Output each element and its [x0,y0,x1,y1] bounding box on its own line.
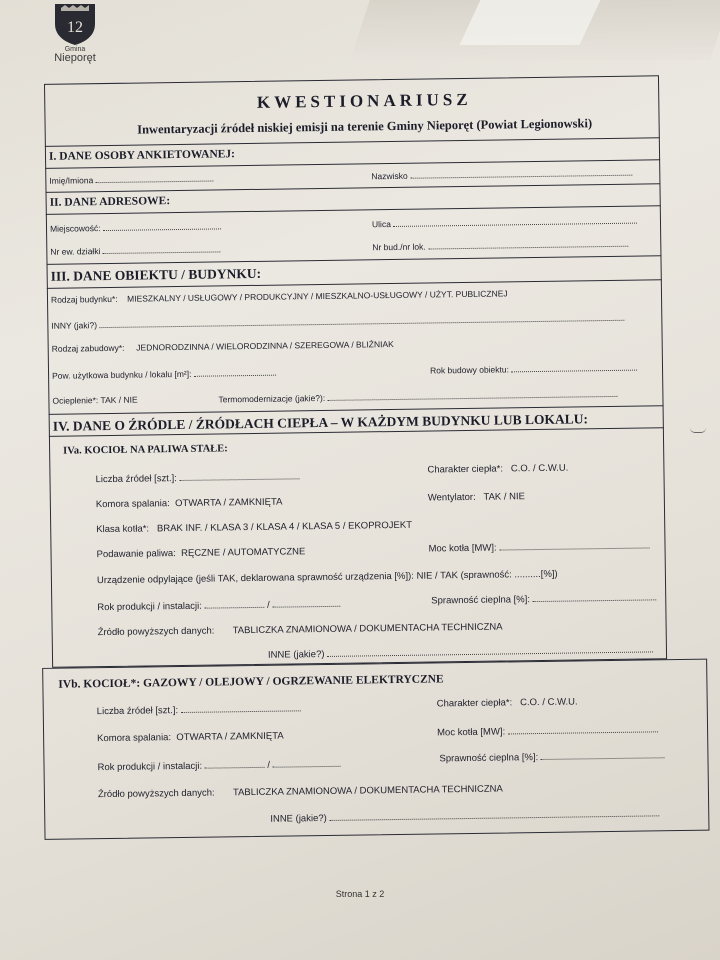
solid-class-label: Klasa kotła*: [96,523,150,536]
first-name-field[interactable] [49,173,213,186]
form-subtitle: Inwentaryzacji źródeł niskiej emisji na terenie Gminy Nieporęt (Powiat Legionowski) [137,116,593,137]
plot-number-label: Nr ew. działki [50,246,101,257]
solid-fan-options[interactable]: TAK / NIE [483,491,526,503]
construction-year-label: Rok budowy obiektu: [429,364,510,376]
gas-production-year-field[interactable]: Rok produkcji / instalacji: / [97,758,340,773]
solid-data-source-label: Źródło powyższych danych: [97,625,215,639]
gas-heat-type-options[interactable]: C.O. / C.W.U. [520,696,578,709]
solid-dust-collector-text: Urządzenie odpylające (jeśli TAK, deklarowana sprawność urządzenia [%]): NIE / TAK (sprawność: ..........[%]) [96,568,558,587]
gas-heat-type-label: Charakter ciepła*: [436,697,513,710]
solid-data-source-options[interactable]: TABLICZKA ZNAMIONOWA / DOKUMENTACHA TECHNICZNA [232,621,503,637]
solid-fan-row[interactable] [428,491,525,503]
section-1-title: I. DANE OSOBY ANKIETOWANEJ: [48,148,236,163]
form-title: KWESTIONARIUSZ [256,89,472,112]
last-name-label: Nazwisko [371,170,408,182]
solid-efficiency-label: Sprawność cieplna [%]: [431,594,531,607]
solid-source-count-label: Liczba źródeł [szt.]: [95,473,177,486]
gas-production-year-label: Rok produkcji / instalacji: [97,760,203,774]
section-4a-title: IVa. KOCIOŁ NA PALIWA STAŁE: [63,443,228,457]
solid-heat-type-options[interactable]: C.O. / C.W.U. [510,462,569,475]
gas-power-label: Moc kotła [MW]: [437,726,506,739]
solid-production-year-label: Rok produkcji / instalacji: [97,600,202,614]
logo-line1: Gmina [64,46,86,53]
insulation-label: Ocieplenie*: [52,395,99,406]
pen-mark [690,428,706,433]
development-type-label: Rodzaj zabudowy*: [51,342,125,354]
section-3-title: III. DANE OBIEKTU / BUDYNKU: [50,265,262,284]
solid-production-year-field[interactable]: Rok produkcji / instalacji: / [97,598,340,613]
development-type-options[interactable]: JEDNORODZINNA / WIELORODZINNA / SZEREGOWA / BLIŹNIAK [136,339,394,353]
building-type-options[interactable]: MIESZKALNY / USŁUGOWY / PRODUKCYJNY / MIESZKALNO-USŁUGOWY / UŻYT. PUBLICZNEJ [127,288,508,304]
floor-area-label: Pow. użytkowa budynku / lokalu [m²]: [52,368,192,381]
solid-chamber-label: Komora spalania: [95,498,170,511]
gas-data-source-label: Źródło powyższych danych: [97,787,215,801]
solid-class-options[interactable]: BRAK INF. / KLASA 3 / KLASA 4 / KLASA 5 / EKOPROJEKT [156,519,413,535]
questionnaire-form [34,75,705,844]
solid-feed-options[interactable]: RĘCZNE / AUTOMATYCZNE [181,546,306,559]
gas-other-source-label: INNE (jakie?) [270,812,327,825]
insulation-options[interactable]: TAK / NIE [100,394,138,406]
solid-other-source-label: INNE (jakie?) [267,649,325,661]
logo-line2: Nieporęt [54,52,96,64]
gas-efficiency-label: Sprawność cieplna [%]: [439,752,539,765]
solid-chamber-options[interactable]: OTWARTA / ZAMKNIĘTA [175,496,283,510]
thermomodernization-label: Termomodernizacje (jakie?): [218,392,326,405]
solid-fan-label: Wentylator: [427,491,476,504]
solid-heat-type-row[interactable] [427,463,568,476]
paper-corner [460,0,601,45]
gas-source-count-label: Liczba źródeł [szt.]: [96,705,179,718]
building-type-label: Rodzaj budynku*: [50,293,118,305]
gas-heat-type-row[interactable] [437,696,578,709]
gas-data-source-options[interactable]: TABLICZKA ZNAMIONOWA / DOKUMENTACHA TECHNICZNA [232,783,503,799]
section-4-title: IV. DANE O ŹRÓDLE / ŹRÓDŁACH CIEPŁA – W KAŻDYM BUDYNKU LUB LOKALU: [52,411,589,434]
solid-feed-label: Podawanie paliwa: [96,548,176,561]
solid-power-label: Moc kotła [MW]: [428,542,497,555]
solid-heat-type-label: Charakter ciepła*: [427,463,504,476]
page-number: Strona 1 z 2 [335,889,385,899]
section-2-title: II. DANE ADRESOWE: [49,195,171,209]
section-4b-title: IVb. KOCIOŁ*: GAZOWY / OLEJOWY / OGRZEWANIE ELEKTRYCZNE [58,673,444,691]
coat-of-arms-icon [51,2,99,46]
gas-chamber-label: Komora spalania: [97,732,172,745]
municipality-logo [40,2,110,64]
street-label: Ulica [371,219,391,230]
building-number-label: Nr bud./nr lok. [372,241,426,253]
insulation-row[interactable] [52,395,137,406]
first-name-label: Imię/Imiona [49,175,94,186]
logo-numeral: 12 [67,19,83,36]
building-other-label: INNY (jaki?) [51,320,98,331]
gas-chamber-options[interactable]: OTWARTA / ZAMKNIĘTA [176,730,284,744]
city-label: Miejscowość: [49,223,101,234]
